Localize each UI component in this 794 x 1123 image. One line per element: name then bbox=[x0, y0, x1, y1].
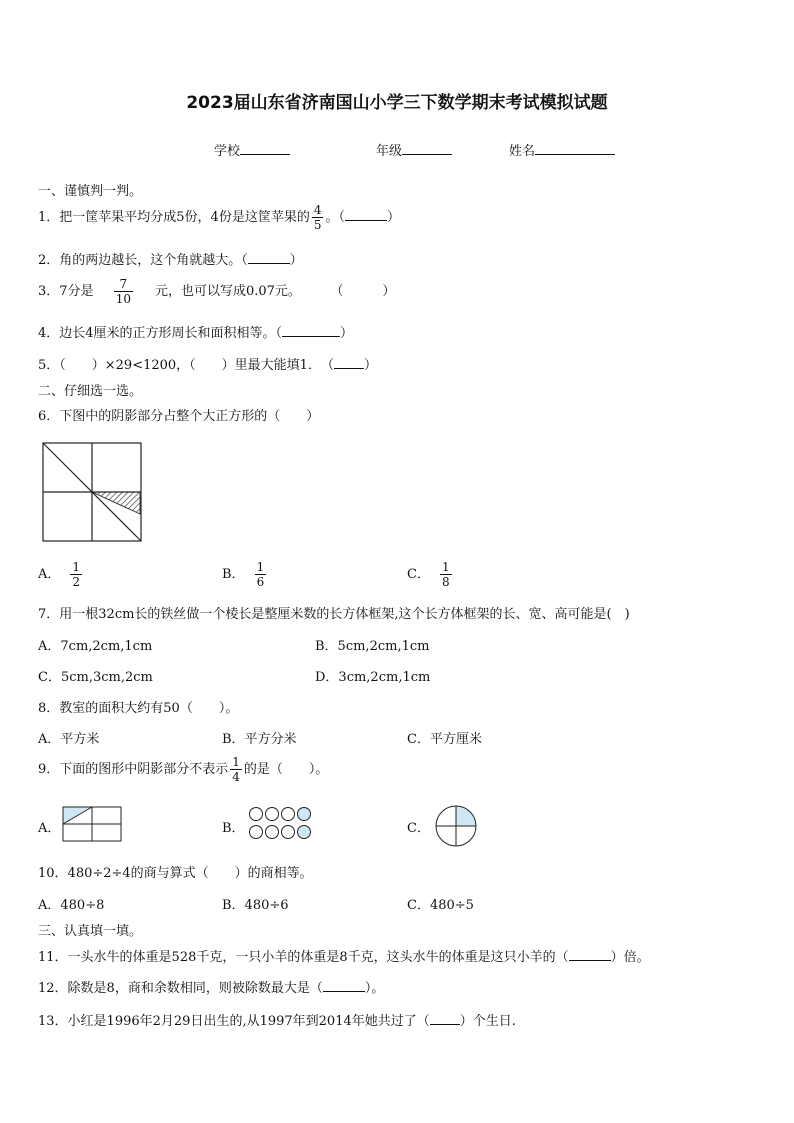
question-8: 8．教室的面积大约有50（ ）。 bbox=[38, 701, 239, 716]
q8-option-b[interactable]: B．平方分米 bbox=[222, 732, 297, 747]
section-3-heading: 三、认真填一填。 bbox=[38, 924, 143, 939]
q2-paren-close: ） bbox=[289, 253, 303, 268]
q1-answer-blank[interactable] bbox=[345, 220, 387, 221]
q12-paren-close: ）。 bbox=[364, 981, 385, 996]
q13-text: 13．小红是1996年2月29日出生的,从1997年到2014年她共过了（ bbox=[38, 1014, 430, 1029]
q9-text-pre: 9．下面的图形中阴影部分不表示 bbox=[38, 762, 229, 777]
question-6: 6．下图中的阴影部分占整个大正方形的（ ） bbox=[38, 409, 320, 424]
question-3 bbox=[38, 277, 395, 306]
question-13 bbox=[38, 1010, 516, 1029]
q9-option-b[interactable]: B． bbox=[222, 821, 245, 836]
q6-option-a[interactable]: A． $\frac{1}{2}$ bbox=[38, 560, 81, 589]
q9-fraction: $\frac{1}{4}$ bbox=[232, 755, 240, 784]
question-11 bbox=[38, 946, 650, 965]
q7-option-b[interactable]: B．5cm,2cm,1cm bbox=[315, 639, 430, 654]
header-grade bbox=[376, 140, 452, 159]
q9-figure-c bbox=[434, 804, 478, 848]
q11-paren-close: ）倍。 bbox=[610, 950, 650, 965]
q13-paren-close: ）个生日. bbox=[459, 1014, 516, 1029]
q5-paren-close: ） bbox=[363, 358, 377, 373]
q12-text: 12．除数是8，商和余数相同，则被除数最大是（ bbox=[38, 981, 323, 996]
header-school bbox=[214, 140, 290, 159]
school-blank[interactable] bbox=[240, 154, 290, 155]
q2-answer-blank[interactable] bbox=[248, 263, 290, 264]
grade-blank[interactable] bbox=[402, 154, 452, 155]
q1-paren-close: ） bbox=[386, 210, 400, 225]
q5-text: 5．（ ）×29<1200，（ ）里最大能填1． （ bbox=[38, 358, 334, 373]
q10-option-a[interactable]: A．480÷8 bbox=[38, 898, 105, 913]
name-label: 姓名 bbox=[509, 144, 536, 159]
school-label: 学校 bbox=[214, 144, 241, 159]
question-2 bbox=[38, 249, 303, 268]
q6-shaded-triangle bbox=[92, 492, 140, 514]
q5-answer-blank[interactable] bbox=[334, 368, 364, 369]
q9-option-a[interactable]: A． bbox=[38, 821, 61, 836]
question-1 bbox=[38, 203, 400, 232]
question-5 bbox=[38, 354, 377, 373]
q7-option-d[interactable]: D．3cm,2cm,1cm bbox=[315, 670, 431, 685]
q8-option-a[interactable]: A．平方米 bbox=[38, 732, 100, 747]
header-name bbox=[509, 140, 615, 159]
page-title: 2023届山东省济南国山小学三下数学期末考试模拟试题 bbox=[186, 93, 608, 113]
q4-answer-blank[interactable] bbox=[282, 336, 340, 337]
q9-text-post: 的是（ ）。 bbox=[243, 762, 329, 777]
q9-figure-a bbox=[62, 806, 122, 842]
q11-answer-blank[interactable] bbox=[569, 960, 611, 961]
name-blank[interactable] bbox=[535, 154, 615, 155]
q10-option-c[interactable]: C．480÷5 bbox=[407, 898, 474, 913]
q12-answer-blank[interactable] bbox=[323, 991, 365, 992]
section-2-heading: 二、仔细选一选。 bbox=[38, 384, 143, 399]
question-10: 10．480÷2÷4的商与算式（ ）的商相等。 bbox=[38, 866, 313, 881]
question-9 bbox=[38, 755, 328, 784]
q10-option-b[interactable]: B．480÷6 bbox=[222, 898, 289, 913]
q9-option-c[interactable]: C． bbox=[407, 821, 430, 836]
q6-square-figure bbox=[42, 442, 142, 542]
section-1-heading: 一、谨慎判一判。 bbox=[38, 184, 143, 199]
q4-paren-close: ） bbox=[340, 326, 354, 341]
question-7: 7．用一根32cm长的铁丝做一个棱长是整厘米数的长方体框架,这个长方体框架的长、宽、高可能是( ) bbox=[38, 607, 630, 622]
q7-option-a[interactable]: A．7cm,2cm,1cm bbox=[38, 639, 153, 654]
q3-text-mid: 元，也可以写成0.07元。 bbox=[154, 284, 301, 299]
q4-text: 4．边长4厘米的正方形周长和面积相等。（ bbox=[38, 326, 283, 341]
q2-text: 2．角的两边越长，这个角就越大。（ bbox=[38, 253, 248, 268]
q11-text: 11．一头水牛的体重是528千克，一只小羊的体重是8千克，这头水牛的体重是这只小羊的（ bbox=[38, 950, 569, 965]
question-4 bbox=[38, 322, 353, 341]
q13-answer-blank[interactable] bbox=[430, 1024, 460, 1025]
question-12 bbox=[38, 977, 384, 996]
q6-option-c[interactable]: C． $\frac{1}{8}$ bbox=[407, 560, 450, 589]
q1-text: 1．把一筐苹果平均分成5份，4份是这筐苹果的 bbox=[38, 210, 310, 225]
q7-option-c[interactable]: C．5cm,3cm,2cm bbox=[38, 670, 153, 685]
q6-option-b[interactable]: B． $\frac{1}{6}$ bbox=[222, 560, 265, 589]
grade-label: 年级 bbox=[376, 144, 403, 159]
q3-text-pre: 3．7分是 bbox=[38, 284, 94, 299]
q1-paren-open: 。（ bbox=[325, 210, 345, 225]
q3-answer-paren[interactable]: （ ） bbox=[336, 284, 396, 299]
q3-fraction: $\frac{7}{10}$ bbox=[115, 277, 131, 306]
q9-figure-b bbox=[248, 805, 314, 841]
q1-fraction: $\frac{4}{5}$ bbox=[313, 203, 322, 232]
q8-option-c[interactable]: C．平方厘米 bbox=[407, 732, 482, 747]
